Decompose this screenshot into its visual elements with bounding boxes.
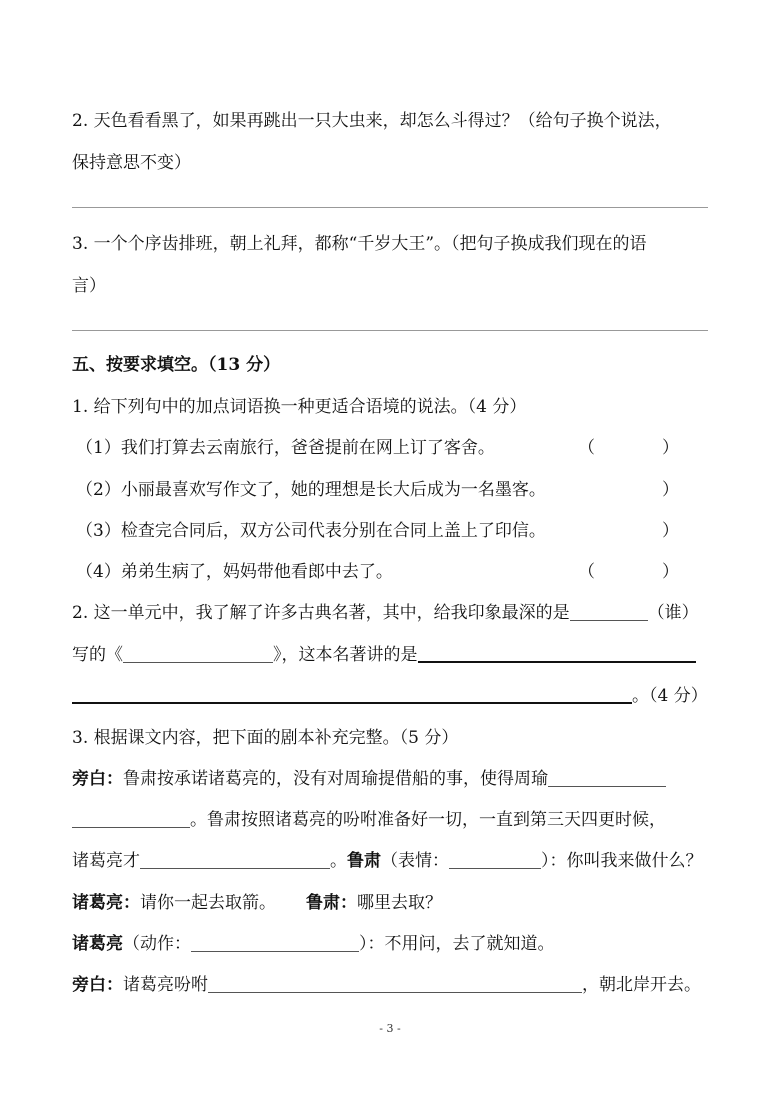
q3-text: （表情： xyxy=(381,851,449,871)
q1-item-4: （4）弟弟生病了，妈妈带他看郎中去了。 xyxy=(76,562,393,582)
q4-item2-line2: 保持意思不变） xyxy=(72,153,191,173)
answer-blank-who[interactable] xyxy=(570,602,648,621)
q3-text: 。鲁肃按照诸葛亮的吩咐准备好一切，一直到第三天四更时候， xyxy=(190,810,666,830)
q2-text-d: 》，这本名著讲的是 xyxy=(273,645,418,665)
answer-blank-story[interactable] xyxy=(418,643,696,663)
answer-paren-close: ） xyxy=(662,438,679,458)
q1-item-2: （2）小丽最喜欢写作文了，她的理想是长大后成为一名墨客。 xyxy=(76,480,546,500)
answer-blank-author[interactable] xyxy=(123,644,273,663)
section-title: 五、按要求填空。（13 分） xyxy=(72,355,281,375)
q3-text: ）：不用问，去了就知道。 xyxy=(359,934,555,954)
q3-text: 诸葛亮吩咐 xyxy=(123,975,208,995)
page-number: - 3 - xyxy=(379,1022,401,1035)
zhuge-label: 诸葛亮 xyxy=(72,934,123,954)
q2-text-c: 写的《 xyxy=(72,645,123,665)
q2-line1 xyxy=(72,598,708,623)
q3-line2 xyxy=(72,805,708,830)
q3-line3 xyxy=(72,846,708,871)
q3-line6 xyxy=(72,970,708,995)
q2-text-e: 。（4 分） xyxy=(632,686,708,706)
answer-line[interactable] xyxy=(72,207,708,208)
q3-text: 诸葛亮才 xyxy=(72,851,140,871)
q3-line1 xyxy=(72,764,708,789)
answer-blank-action[interactable] xyxy=(191,933,359,952)
answer-blank[interactable] xyxy=(208,974,582,993)
zhuge-label: 诸葛亮： xyxy=(72,893,140,913)
answer-blank[interactable] xyxy=(140,850,330,869)
q3-text: ）：你叫我来做什么？ xyxy=(541,851,703,871)
narrator-label: 旁白： xyxy=(72,769,123,789)
q4-item3-line1: 3. 一个个序齿排班，朝上礼拜，都称“千岁大王”。（把句子换成我们现在的语 xyxy=(72,234,647,254)
q3-text: 请你一起去取箭。 xyxy=(140,893,276,913)
q3-line5 xyxy=(72,929,708,954)
q3-text: （动作： xyxy=(123,934,191,954)
q3-prompt: 3. 根据课文内容，把下面的剧本补充完整。（5 分） xyxy=(72,728,459,748)
q3-line4 xyxy=(72,888,708,913)
answer-paren-close: ） xyxy=(662,480,679,500)
q3-text: ，朝北岸开去。 xyxy=(582,975,701,995)
narrator-label: 旁白： xyxy=(72,975,123,995)
q2-line2 xyxy=(72,640,708,665)
answer-paren-open[interactable]: （ xyxy=(578,438,595,458)
q3-text: 鲁肃按承诺诸葛亮的，没有对周瑜提借船的事，使得周瑜 xyxy=(123,769,548,789)
lusu-label: 鲁肃： xyxy=(306,893,357,913)
q4-item2-line1: 2. 天色看看黑了，如果再跳出一只大虫来，却怎么斗得过？（给句子换个说法， xyxy=(72,111,672,131)
answer-blank[interactable] xyxy=(72,809,190,828)
q1-prompt: 1. 给下列句中的加点词语换一种更适合语境的说法。（4 分） xyxy=(72,397,527,417)
answer-paren-open[interactable]: （ xyxy=(578,562,595,582)
q2-text-b: （谁） xyxy=(647,603,699,623)
q3-text: 哪里去取？ xyxy=(357,893,442,913)
q1-item-3: （3）检查完合同后，双方公司代表分别在合同上盖上了印信。 xyxy=(76,521,546,541)
answer-blank-expression[interactable] xyxy=(449,850,541,869)
answer-blank-story-cont[interactable] xyxy=(72,684,632,704)
q2-line3 xyxy=(72,681,708,706)
q4-item3-line2: 言） xyxy=(72,276,106,296)
answer-paren-close: ） xyxy=(662,521,679,541)
answer-line[interactable] xyxy=(72,330,708,331)
q2-text-a: 2. 这一单元中，我了解了许多古典名著，其中，给我印象最深的是 xyxy=(72,603,570,623)
answer-paren-close: ） xyxy=(662,562,679,582)
lusu-label: 鲁肃 xyxy=(347,851,381,871)
q1-item-1: （1）我们打算去云南旅行，爸爸提前在网上订了客舍。 xyxy=(76,438,495,458)
q3-text: 。 xyxy=(330,851,347,871)
answer-blank[interactable] xyxy=(548,768,666,787)
